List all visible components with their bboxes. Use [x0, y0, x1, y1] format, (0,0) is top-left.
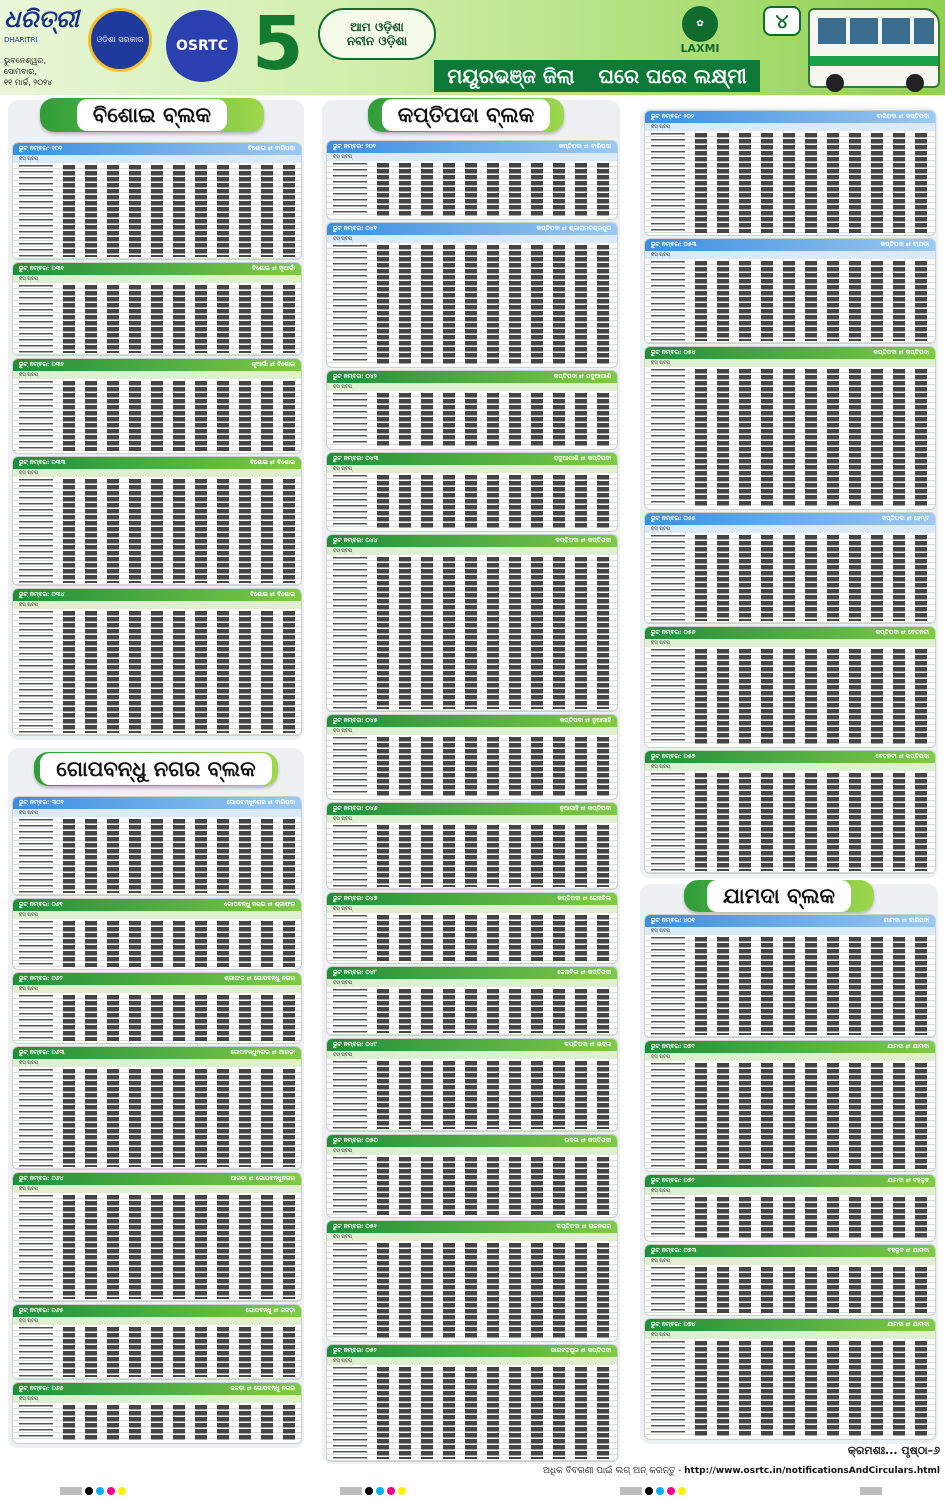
five-t-logo: 5: [252, 1, 304, 87]
timetable-rows: [645, 647, 935, 747]
route-timetable-gopabandhu-1: [12, 898, 302, 970]
stop-column-header: ବସ୍ ଷ୍ଟପ୍: [13, 1395, 301, 1403]
footer-note-text: ଅଧିକ ବିବରଣୀ ପାଇଁ ଲଗ୍ ଅନ୍ କରନ୍ତୁ -: [542, 1466, 682, 1476]
stop-column-header: ବସ୍ ଷ୍ଟପ୍: [327, 1051, 617, 1059]
route-timetable-gopabandhu-0: [12, 796, 302, 896]
timetable-rows: [13, 163, 301, 259]
stop-column-header: ବସ୍ ଷ୍ଟପ୍: [13, 275, 301, 283]
route-number: ରୁଟ୍ ନମ୍ବର: ୦୫୨: [333, 1347, 377, 1354]
stop-column-header: ବସ୍ ଷ୍ଟପ୍: [327, 815, 617, 823]
route-number: ରୁଟ୍ ନମ୍ବର: ୦୫୧: [333, 1223, 377, 1230]
route-header: [13, 899, 301, 911]
route-timetable-kaptipada-0: [326, 140, 618, 220]
route-from-to: କପ୍ତିପଦା ⇄ ହେମ୍ବ: [881, 515, 929, 522]
timetable-rows: [327, 987, 617, 1035]
route-header: [327, 535, 617, 547]
route-from-to: ବାରିପଦା ⇄ କପ୍ତିପଦା: [876, 113, 929, 120]
timetable-rows: [645, 1339, 935, 1439]
route-number: ରୁଟ୍ ନମ୍ବର: ୦୬୫: [19, 1307, 64, 1314]
route-number: ରୁଟ୍ ନମ୍ବର: ୦୫୪: [651, 349, 696, 356]
route-timetable-kaptipada_right-5: [644, 750, 936, 874]
stop-column-header: ବସ୍ ଷ୍ଟପ୍: [13, 601, 301, 609]
route-timetable-bisoi-3: [12, 456, 302, 586]
route-from-to: କପ୍ତିପଦା ⇄ ରାଜନଗର: [556, 1223, 611, 1230]
route-number: ରୁଟ୍ ନମ୍ବର: ୦୫୭: [651, 753, 696, 760]
route-header: [645, 915, 935, 927]
route-timetable-bisoi-4: [12, 588, 302, 736]
route-number: ରୁଟ୍ ନମ୍ବର: ୦୫୬: [651, 629, 696, 636]
route-timetable-bisoi-0: [12, 142, 302, 260]
route-timetable-kaptipada-5: [326, 714, 618, 800]
route-number: ରୁଟ୍ ନମ୍ବର: ୦୪୨: [333, 373, 377, 380]
route-timetable-kaptipada_right-3: [644, 512, 936, 624]
stop-column-header: ବସ୍ ଷ୍ଟପ୍: [13, 1059, 301, 1067]
route-header: [645, 1319, 935, 1331]
timetable-rows: [327, 1155, 617, 1217]
stop-column-header: ବସ୍ ଷ୍ଟପ୍: [13, 1317, 301, 1325]
timetable-rows: [13, 1193, 301, 1301]
route-from-to: ବିଶୋଇ ⇄ ନୂଆଗାଁ: [251, 265, 295, 272]
route-from-to: ଯାମଦା ⇄ ଯାମଦା: [887, 1321, 929, 1328]
route-from-to: କପ୍ତିପଦା ⇄ କପ୍ତିପଦା: [555, 537, 611, 544]
route-from-to: ବହଳୁଦ ⇄ ଯାମଦା: [887, 1247, 929, 1254]
route-header: [13, 263, 301, 275]
timetable-rows: [13, 919, 301, 969]
timetable-rows: [645, 367, 935, 509]
route-header: [645, 1041, 935, 1053]
route-header: [327, 715, 617, 727]
route-number: ରୁଟ୍ ନମ୍ବର: ୦୩୪: [19, 591, 65, 598]
odisha-govt-emblem: ଓଡ଼ିଶା ସରକାର: [88, 8, 152, 72]
print-registration-marks-1: [60, 1486, 126, 1496]
stop-column-header: ବସ୍ ଷ୍ଟପ୍: [645, 1257, 935, 1265]
footer-url-link[interactable]: http://www.osrtc.in/notificationsAndCirculars.html: [684, 1466, 940, 1476]
route-header: [645, 627, 935, 639]
route-timetable-kaptipada_right-1: [644, 238, 936, 344]
route-timetable-gopabandhu-3: [12, 1046, 302, 1170]
route-header: [327, 1221, 617, 1233]
stop-column-header: ବସ୍ ଷ୍ଟପ୍: [645, 763, 935, 771]
timetable-rows: [13, 1067, 301, 1169]
stop-column-header: ବସ୍ ଷ୍ଟପ୍: [645, 525, 935, 533]
route-timetable-bisoi-1: [12, 262, 302, 356]
route-header: [13, 143, 301, 155]
route-timetable-jamda-4: [644, 1318, 936, 1440]
timetable-rows: [13, 993, 301, 1043]
stop-column-header: ବସ୍ ଷ୍ଟପ୍: [13, 809, 301, 817]
route-from-to: କପ୍ତିପଦା ⇄ ଜେନାବିଲ: [557, 895, 611, 902]
route-number: ରୁଟ୍ ନମ୍ବର: ୦୩୨: [19, 361, 64, 368]
route-timetable-kaptipada-8: [326, 966, 618, 1036]
route-from-to: ଆରଡ଼ା ⇄ ଗୋପବନ୍ଧୁନଗର: [230, 1175, 295, 1182]
route-header: [327, 141, 617, 153]
timetable-rows: [645, 131, 935, 235]
gopabandhu-block-title: ଗୋପବନ୍ଧୁ ନଗର ବ୍ଲକ: [34, 752, 278, 786]
route-timetable-gopabandhu-5: [12, 1304, 302, 1380]
route-from-to: ନୁଆସାହି ⇄ କପ୍ତିପଦା: [559, 805, 611, 812]
route-header: [645, 1245, 935, 1257]
timetable-rows: [327, 555, 617, 711]
route-from-to: ଜଳଡ଼ା ⇄ ଗୋପବନ୍ଧୁ ନଗର: [230, 1385, 295, 1392]
route-timetable-kaptipada_right-4: [644, 626, 936, 748]
stop-column-header: ବସ୍ ଷ୍ଟପ୍: [645, 927, 935, 935]
stop-column-header: ବସ୍ ଷ୍ଟପ୍: [645, 359, 935, 367]
timetable-rows: [13, 1403, 301, 1443]
route-header: [645, 111, 935, 123]
route-from-to: ନୂଆଗାଁ ⇄ ବିଶୋଇ: [251, 361, 295, 368]
timetable-rows: [645, 1061, 935, 1171]
route-header: [645, 239, 935, 251]
route-from-to: ଯାମଦା ⇄ ବାରିପଦା: [883, 917, 929, 924]
stop-column-header: ବସ୍ ଷ୍ଟପ୍: [645, 1187, 935, 1195]
timetable-rows: [13, 609, 301, 735]
route-number: ରୁଟ୍ ନମ୍ବର: ୦୭୪: [651, 1321, 696, 1328]
route-number: ରୁଟ୍ ନମ୍ବର: ୦୬୬: [19, 1385, 64, 1392]
timetable-rows: [645, 935, 935, 1037]
route-number: ରୁଟ୍ ନମ୍ବର: ୧୦୧: [19, 145, 63, 152]
route-timetable-kaptipada-11: [326, 1220, 618, 1342]
route-from-to: ବିଶୋଇ ⇄ ବାରିପଦା: [247, 145, 295, 152]
timetable-rows: [645, 1195, 935, 1241]
route-timetable-kaptipada-10: [326, 1134, 618, 1218]
route-timetable-kaptipada-4: [326, 534, 618, 712]
route-timetable-gopabandhu-2: [12, 972, 302, 1044]
route-number: ରୁଟ୍ ନମ୍ବର: ୦୭୨: [651, 1177, 695, 1184]
route-number: ରୁଟ୍ ନମ୍ବର: ୩୦୧: [19, 799, 64, 806]
route-number: ରୁଟ୍ ନମ୍ବର: ୦୪୧: [333, 225, 377, 232]
stop-column-header: ବସ୍ ଷ୍ଟପ୍: [645, 123, 935, 131]
route-from-to: ଗୋପବନ୍ଧୁ ନଗର ⇄ ଶ୍ରୀଫଳ: [224, 901, 295, 908]
issue-date-line1: ଭୁବନେଶ୍ୱର, ସୋମବାର,: [4, 56, 46, 76]
stop-column-header: ବସ୍ ଷ୍ଟପ୍: [327, 905, 617, 913]
timetable-rows: [13, 1325, 301, 1379]
route-from-to: ଯାମଦା ⇄ ଯାମଦା: [887, 1043, 929, 1050]
route-header: [327, 1039, 617, 1051]
route-number: ରୁଟ୍ ନମ୍ବର: ୦୭୩: [651, 1247, 697, 1254]
route-timetable-bisoi-2: [12, 358, 302, 454]
bus-illustration-icon: [808, 8, 940, 88]
stop-column-header: ବସ୍ ଷ୍ଟପ୍: [645, 639, 935, 647]
timetable-rows: [327, 1365, 617, 1461]
route-header: [645, 1175, 935, 1187]
route-from-to: ଗୋପବନ୍ଧୁନଗର ⇄ ଆରଡ଼ା: [230, 1049, 295, 1056]
timetable-rows: [13, 283, 301, 355]
route-timetable-kaptipada-6: [326, 802, 618, 890]
route-from-to: ଉଦଳା ⇄ କପ୍ତିପଦା: [564, 1137, 611, 1144]
stop-column-header: ବସ୍ ଷ୍ଟପ୍: [13, 469, 301, 477]
route-from-to: ବିଶୋଇ ⇄ ବିଶୋଇ: [249, 591, 295, 598]
route-header: [13, 1047, 301, 1059]
route-from-to: କପ୍ତିପଦା ⇄ ଉଦଳା: [564, 1041, 611, 1048]
route-number: ରୁଟ୍ ନମ୍ବର: ୦୪୭: [333, 895, 378, 902]
route-header: [327, 1345, 617, 1357]
continued-page-note: କ୍ରମଶଃ... ପୃଷ୍ଠା–୬: [847, 1444, 940, 1457]
stop-column-header: ବସ୍ ଷ୍ଟପ୍: [327, 1147, 617, 1155]
osrtc-logo: OSRTC: [166, 10, 238, 82]
stop-column-header: ବସ୍ ଷ୍ଟପ୍: [327, 383, 617, 391]
footer-info-line: [540, 1466, 940, 1480]
timetable-rows: [645, 1265, 935, 1315]
route-timetable-jamda-1: [644, 1040, 936, 1172]
route-header: [327, 803, 617, 815]
route-number: ରୁଟ୍ ନମ୍ବର: ୦୬୧: [19, 901, 63, 908]
route-header: [13, 589, 301, 601]
route-number: ରୁଟ୍ ନମ୍ବର: ୦୬୨: [19, 975, 63, 982]
route-timetable-jamda-3: [644, 1244, 936, 1316]
jamda-block-title: ଯାମଦା ବ୍ଲକ: [684, 880, 874, 912]
route-number: ରୁଟ୍ ନମ୍ବର: ୦୫୦: [333, 1137, 378, 1144]
route-from-to: କପ୍ତିପଦା ⇄ ବାଘଡ଼ା: [880, 241, 929, 248]
route-number: ରୁଟ୍ ନମ୍ବର: ୦୪୯: [333, 1041, 377, 1048]
route-number: ରୁଟ୍ ନମ୍ବର: ୦୩୩: [19, 459, 66, 466]
bisoi-block-title: ବିଶୋଇ ବ୍ଲକ: [40, 98, 264, 132]
route-from-to: ଜେନାବିଲ ⇄ କପ୍ତିପଦା: [557, 969, 611, 976]
timetable-rows: [645, 771, 935, 873]
route-from-to: ଶ୍ରୀଫଳ ⇄ ଗୋପବନ୍ଧୁ ନଗର: [224, 975, 295, 982]
route-header: [13, 1305, 301, 1317]
timetable-rows: [327, 823, 617, 889]
route-header: [327, 453, 617, 465]
route-header: [13, 973, 301, 985]
route-header: [13, 1173, 301, 1185]
route-timetable-gopabandhu-6: [12, 1382, 302, 1444]
stop-column-header: ବସ୍ ଷ୍ଟପ୍: [327, 465, 617, 473]
timetable-rows: [645, 259, 935, 343]
route-number: ରୁଟ୍ ନମ୍ବର: ୦୫୩: [651, 241, 697, 248]
route-timetable-gopabandhu-4: [12, 1172, 302, 1302]
route-from-to: କପ୍ତିପଦା ⇄ ବେତନଟୀ: [875, 629, 929, 636]
timetable-rows: [13, 379, 301, 453]
route-timetable-kaptipada-9: [326, 1038, 618, 1132]
route-header: [13, 797, 301, 809]
route-header: [13, 359, 301, 371]
route-number: ରୁଟ୍ ନମ୍ବର: ୦୪୩: [333, 455, 379, 462]
stop-column-header: ବସ୍ ଷ୍ଟପ୍: [327, 153, 617, 161]
scheme-name: ଘରେ ଘରେ ଲକ୍ଷ୍ମୀ: [598, 64, 747, 88]
page-number: ୪: [763, 6, 801, 36]
stop-column-header: ବସ୍ ଷ୍ଟପ୍: [645, 1053, 935, 1061]
route-from-to: ଗୋପବନ୍ଧୁନଗର ⇄ ବାରିପଦା: [226, 799, 295, 806]
laxmi-label: LAXMI: [680, 42, 720, 55]
stop-column-header: ବସ୍ ଷ୍ଟପ୍: [327, 1357, 617, 1365]
ama-odisha-line2: ନବୀନ ଓଡ଼ିଶା: [346, 34, 408, 48]
kaptipada-block-title: କପ୍ତିପଦା ବ୍ଲକ: [368, 98, 564, 132]
stop-column-header: ବସ୍ ଷ୍ଟପ୍: [13, 911, 301, 919]
timetable-rows: [327, 243, 617, 367]
timetable-rows: [327, 1059, 617, 1131]
stop-column-header: ବସ୍ ଷ୍ଟପ୍: [13, 1185, 301, 1193]
timetable-rows: [327, 1241, 617, 1341]
newspaper-masthead: [4, 2, 79, 90]
stop-column-header: ବସ୍ ଷ୍ଟପ୍: [327, 1233, 617, 1241]
timetable-rows: [327, 913, 617, 963]
print-registration-marks-4: [860, 1486, 882, 1496]
district-name: ମୟୂରଭଞ୍ଜ ଜିଲା: [447, 64, 575, 88]
route-number: ରୁଟ୍ ନମ୍ବର: ୦୫୫: [651, 515, 696, 522]
stop-column-header: ବସ୍ ଷ୍ଟପ୍: [13, 371, 301, 379]
route-from-to: କପ୍ତିପଦା ⇄ ନୁଆସାହି: [559, 717, 611, 724]
route-from-to: କପ୍ତିପଦା ⇄ ବାରିପଦା: [558, 143, 611, 150]
timetable-rows: [327, 473, 617, 531]
stop-column-header: ବସ୍ ଷ୍ଟପ୍: [327, 547, 617, 555]
timetable-rows: [645, 533, 935, 623]
route-from-to: ଯାମଦା ⇄ ବହଳୁଦ: [887, 1177, 929, 1184]
route-number: ରୁଟ୍ ନମ୍ବର: ୦୬୪: [19, 1175, 64, 1182]
route-timetable-kaptipada_right-0: [644, 110, 936, 236]
route-timetable-jamda-2: [644, 1174, 936, 1242]
print-registration-marks-3: [620, 1486, 686, 1496]
district-banner: [434, 60, 760, 92]
route-timetable-kaptipada-12: [326, 1344, 618, 1462]
route-header: [645, 347, 935, 359]
route-number: ରୁଟ୍ ନମ୍ବର: ୦୪୮: [333, 969, 377, 976]
route-from-to: ଗୋପବନ୍ଧୁ ⇄ ଜଳଡ଼ା: [245, 1307, 295, 1314]
stop-column-header: ବସ୍ ଷ୍ଟପ୍: [327, 727, 617, 735]
route-number: ରୁଟ୍ ନମ୍ବର: ୪୦୧: [651, 917, 695, 924]
laxmi-logo: [650, 6, 750, 58]
stop-column-header: ବସ୍ ଷ୍ଟପ୍: [327, 979, 617, 987]
print-registration-marks-2: [340, 1486, 406, 1496]
route-from-to: ବେତନଟୀ ⇄ କପ୍ତିପଦା: [875, 753, 929, 760]
route-header: [327, 1135, 617, 1147]
route-header: [327, 223, 617, 235]
route-timetable-kaptipada_right-2: [644, 346, 936, 510]
timetable-rows: [327, 161, 617, 219]
route-number: ରୁଟ୍ ନମ୍ବର: ୦୪୫: [333, 717, 378, 724]
route-timetable-kaptipada-2: [326, 370, 618, 450]
route-number: ରୁଟ୍ ନମ୍ବର: ୦୪୬: [333, 805, 378, 812]
timetable-rows: [327, 735, 617, 799]
route-timetable-jamda-0: [644, 914, 936, 1038]
ama-odisha-line1: ଆମ ଓଡ଼ିଶା: [350, 20, 404, 34]
route-from-to: କପ୍ତିପଦା ⇄ ଶ୍ରୀରାମଚନ୍ଦ୍ରପୁର: [536, 225, 611, 232]
route-from-to: ଭାଗବତପୁର ⇄ କପ୍ତିପଦା: [550, 1347, 611, 1354]
timetable-rows: [327, 391, 617, 449]
route-number: ରୁଟ୍ ନମ୍ବର: ୦୬୩: [19, 1049, 65, 1056]
issue-date-line2: ୧୧ ମାର୍ଚ୍ଚ, ୨୦୨୪: [4, 78, 53, 87]
timetable-rows: [13, 817, 301, 895]
route-header: [327, 371, 617, 383]
stop-column-header: ବସ୍ ଷ୍ଟପ୍: [13, 985, 301, 993]
route-from-to: ବିଶୋଇ ⇄ ବିଶୋଇ: [249, 459, 295, 466]
route-header: [13, 457, 301, 469]
route-header: [645, 513, 935, 525]
route-timetable-kaptipada-1: [326, 222, 618, 368]
stop-column-header: ବସ୍ ଷ୍ଟପ୍: [645, 1331, 935, 1339]
route-from-to: କପ୍ତିପଦା ⇄ କପ୍ତିପଦା: [873, 349, 929, 356]
route-number: ରୁଟ୍ ନମ୍ବର: ୨୦୨: [651, 113, 694, 120]
route-from-to: କପ୍ତିପଦା ⇄ ପଦୁଆପାଣି: [553, 373, 611, 380]
ama-odisha-logo: [318, 8, 436, 60]
route-header: [327, 893, 617, 905]
route-header: [327, 967, 617, 979]
stop-column-header: ବସ୍ ଷ୍ଟପ୍: [327, 235, 617, 243]
newspaper-logo: ଧରିତ୍ରୀ: [4, 4, 79, 33]
route-header: [13, 1383, 301, 1395]
timetable-rows: [13, 477, 301, 585]
route-timetable-kaptipada-7: [326, 892, 618, 964]
newspaper-logo-subtitle: DHARITRI: [4, 36, 38, 44]
stop-column-header: ବସ୍ ଷ୍ଟପ୍: [645, 251, 935, 259]
laxmi-badge-icon: ✿: [682, 6, 718, 42]
route-number: ରୁଟ୍ ନମ୍ବର: ୦୪୪: [333, 537, 378, 544]
stop-column-header: ବସ୍ ଷ୍ଟପ୍: [13, 155, 301, 163]
route-number: ରୁଟ୍ ନମ୍ବର: ୨୦୧: [333, 143, 377, 150]
route-timetable-kaptipada-3: [326, 452, 618, 532]
route-header: [645, 751, 935, 763]
route-number: ରୁଟ୍ ନମ୍ବର: ୦୭୧: [651, 1043, 695, 1050]
page-header: [0, 0, 945, 95]
route-number: ରୁଟ୍ ନମ୍ବର: ୦୩୧: [19, 265, 64, 272]
route-from-to: ପଦୁଆପାଣି ⇄ କପ୍ତିପଦା: [553, 455, 611, 462]
